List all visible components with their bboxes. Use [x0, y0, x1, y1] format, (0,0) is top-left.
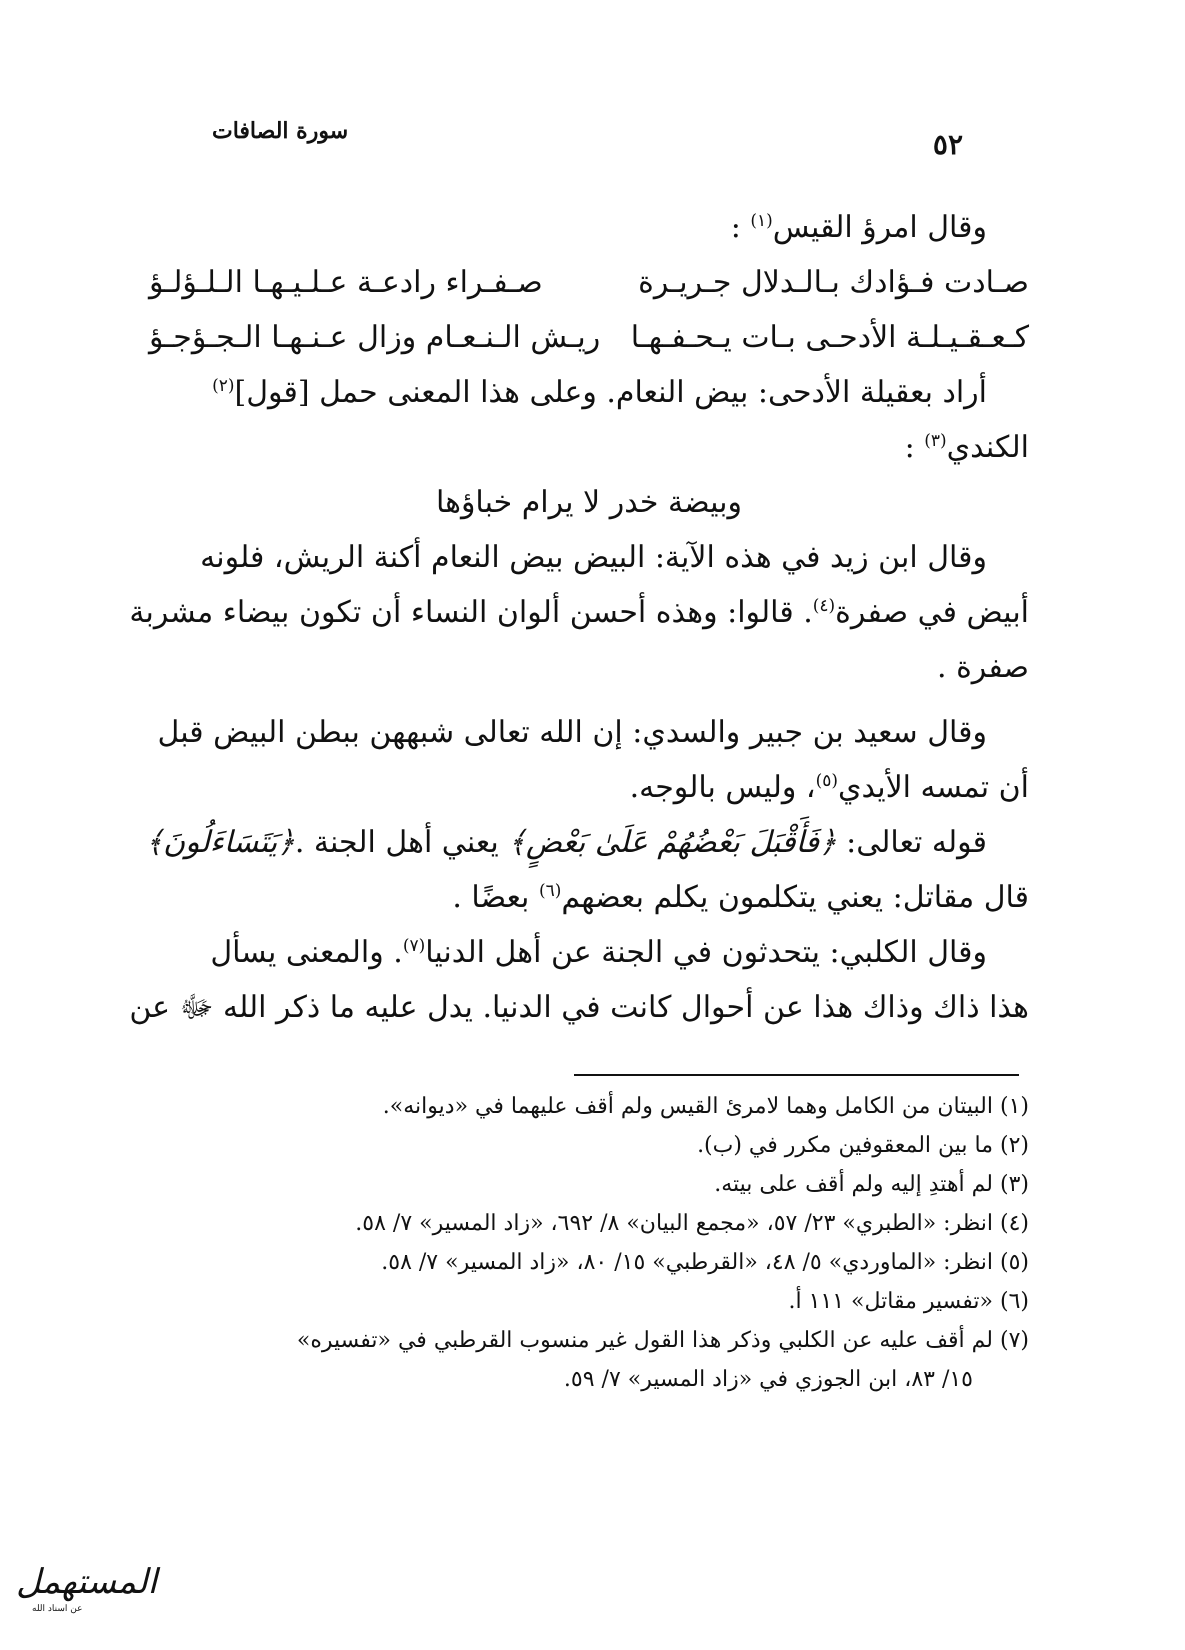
- quran-quote: ﴿يَتَسَاءَلُونَ﴾: [145, 825, 295, 860]
- poem-hemistich-centered: وبيضة خدر لا يرام خباؤها: [435, 485, 743, 520]
- quran-quote: ﴿فَأَقْبَلَ بَعْضُهُمْ عَلَىٰ بَعْضٍ﴾: [508, 825, 837, 860]
- text-line: الكندي$^{(٣)}$ :: [904, 430, 1029, 465]
- text-line: وقال الكلبي: يتحدثون في الجنة عن أهل الدنيا$^{(٧)}$. والمعنى يسأل: [210, 935, 987, 970]
- footnote-ref[interactable]: (٥): [815, 771, 838, 791]
- text-line: أبيض في صفرة$^{(٤)}$. قالوا: وهذه أحسن ألوان النساء أن تكون بيضاء مشربة: [129, 595, 1029, 630]
- poem-verse: [149, 310, 1029, 365]
- footnote-ref[interactable]: (٤): [812, 596, 836, 616]
- text-line: صفرة .: [937, 650, 1029, 685]
- hemistich-first: صـادت فـؤادك بـالـدلال جـريـرة: [638, 265, 1029, 300]
- footnote: (١) البيتان من الكامل وهما لامرئ القيس ولم أقف عليهما في «ديوانه».: [382, 1094, 1029, 1119]
- footnotes: [149, 1087, 1029, 1399]
- text-line: قال مقاتل: يعني يتكلمون يكلم بعضهم$^{(٦)}$ بعضًا .: [452, 880, 1029, 915]
- text-line: وقال امرؤ القيس$^{(١)}$ :: [730, 210, 987, 245]
- footnote-ref[interactable]: (١): [750, 211, 773, 231]
- text-line: أن تمسه الأيدي$^{(٥)}$، وليس بالوجه.: [629, 770, 1029, 805]
- poem-verse: [149, 255, 1029, 310]
- footnote: (٢) ما بين المعقوفين مكرر في (ب).: [697, 1133, 1029, 1158]
- text-line: وقال ابن زيد في هذه الآية: البيض بيض النعام أكنة الريش، فلونه: [200, 540, 987, 575]
- footnote: (٣) لم أهتدِ إليه ولم أقف على بيته.: [714, 1172, 1029, 1197]
- footnote-divider: [574, 1074, 1019, 1076]
- footnote-continuation: ١٥/ ٨٣، ابن الجوزي في «زاد المسير» ٧/ ٥٩.: [563, 1367, 973, 1392]
- footnote-ref[interactable]: (٧): [402, 936, 426, 956]
- footnote: (٤) انظر: «الطبري» ٢٣/ ٥٧، «مجمع البيان» ٨/ ٦٩٢، «زاد المسير» ٧/ ٥٨.: [355, 1211, 1029, 1236]
- hemistich-second: صـفـراء رادعـة عـلـيـهـا الـلـؤلـؤ: [149, 265, 543, 300]
- text-line: أراد بعقيلة الأدحى: بيض النعام. وعلى هذا المعنى حمل [قول]$^{(٢)}$: [212, 375, 987, 410]
- footnote-ref[interactable]: (٣): [924, 431, 947, 451]
- hemistich-second: ريـش الـنـعـام وزال عـنـهـا الـجـؤجـؤ: [149, 320, 601, 355]
- page-number: ٥٢: [932, 128, 963, 161]
- logo-caption: عن اسناد الله: [32, 1604, 83, 1614]
- footnote: (٧) لم أقف عليه عن الكلبي وذكر هذا القول غير منسوب القرطبي في «تفسيره»: [296, 1328, 1029, 1353]
- footnote-ref[interactable]: (٢): [212, 376, 235, 396]
- footnote: (٦) «تفسير مقاتل» ١١١ أ.: [788, 1289, 1029, 1314]
- main-text: [129, 200, 1029, 1035]
- text-line: وقال سعيد بن جبير والسدي: إن الله تعالى شبههن ببطن البيض قبل: [157, 715, 987, 750]
- hemistich-first: كـعـقـيـلـة الأدحـى بـات يـحـفـهـا: [630, 320, 1029, 355]
- sura-title: سورة الصافات: [212, 118, 349, 144]
- text-line: هذا ذاك وذاك هذا عن أحوال كانت في الدنيا. يدل عليه ما ذكر الله ﷻ عن: [129, 990, 1029, 1025]
- publisher-logo: [10, 1560, 158, 1620]
- text-line: قوله تعالى: ﴿فَأَقْبَلَ بَعْضُهُمْ عَلَىٰ بَعْضٍ﴾ يعني أهل الجنة .﴿يَتَسَاءَلُونَ﴾: [145, 825, 987, 860]
- logo-script: المستهمل: [16, 1562, 158, 1602]
- footnote: (٥) انظر: «الماوردي» ٥/ ٤٨، «القرطبي» ١٥/ ٨٠، «زاد المسير» ٧/ ٥٨.: [381, 1250, 1029, 1275]
- footnote-ref[interactable]: (٦): [538, 881, 562, 901]
